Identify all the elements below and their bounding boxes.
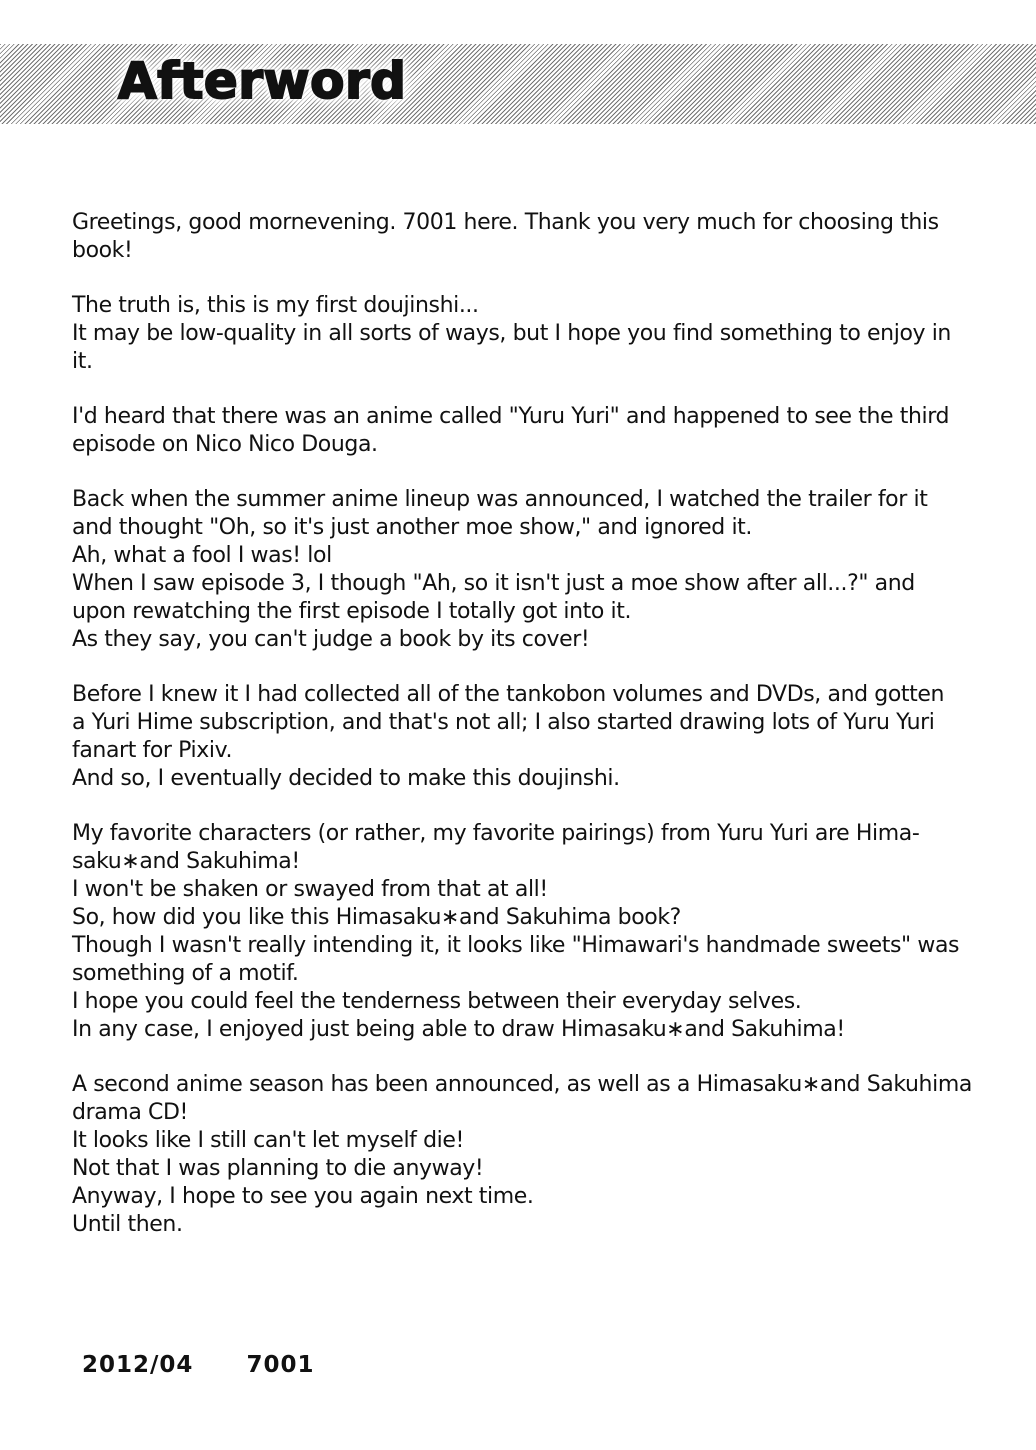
text-line: fanart for Pixiv. (72, 738, 233, 763)
paragraph-first-doujinshi (72, 292, 982, 376)
text-line: Not that I was planning to die anyway! (72, 1156, 484, 1181)
text-line: It may be low-quality in all sorts of ways, but I hope you find something to enjoy in (72, 321, 951, 346)
text-line: episode on Nico Nico Douga. (72, 432, 378, 457)
text-line: A second anime season has been announced, as well as a Himasaku∗and Sakuhima (72, 1072, 972, 1097)
paragraph-second-season (72, 1071, 982, 1239)
text-line: When I saw episode 3, I though "Ah, so it isn't just a moe show after all...?" and (72, 571, 915, 596)
text-line: Greetings, good mornevening. 7001 here. Thank you very much for choosing this (72, 210, 939, 235)
text-line: Ah, what a fool I was! lol (72, 543, 332, 568)
text-line: I hope you could feel the tenderness between their everyday selves. (72, 989, 802, 1014)
text-line: upon rewatching the first episode I totally got into it. (72, 599, 632, 624)
paragraph-summer-lineup (72, 486, 982, 654)
text-line: drama CD! (72, 1100, 188, 1125)
text-line: and thought "Oh, so it's just another moe show," and ignored it. (72, 515, 753, 540)
text-line: Back when the summer anime lineup was announced, I watched the trailer for it (72, 487, 928, 512)
text-line: Until then. (72, 1212, 183, 1237)
signature-date: 2012/04 (82, 1352, 194, 1378)
afterword-body (72, 209, 982, 1266)
text-line: The truth is, this is my first doujinshi... (72, 293, 479, 318)
signature-author: 7001 (246, 1352, 315, 1378)
text-line: Though I wasn't really intending it, it looks like "Himawari's handmade sweets" was (72, 933, 960, 958)
text-line: I won't be shaken or swayed from that at all! (72, 877, 548, 902)
text-line: So, how did you like this Himasaku∗and Sakuhima book? (72, 905, 681, 930)
text-line: In any case, I enjoyed just being able to draw Himasaku∗and Sakuhima! (72, 1017, 845, 1042)
paragraph-greeting (72, 209, 982, 265)
text-line: book! (72, 238, 133, 263)
text-line: it. (72, 349, 93, 374)
text-line: Before I knew it I had collected all of the tankobon volumes and DVDs, and gotten (72, 682, 945, 707)
paragraph-collecting (72, 681, 982, 793)
paragraph-favorite-pairings (72, 820, 982, 1044)
text-line: It looks like I still can't let myself die! (72, 1128, 464, 1153)
text-line: I'd heard that there was an anime called "Yuru Yuri" and happened to see the third (72, 404, 950, 429)
text-line: something of a motif. (72, 961, 299, 986)
signature (82, 1350, 314, 1380)
text-line: My favorite characters (or rather, my favorite pairings) from Yuru Yuri are Hima- (72, 821, 920, 846)
page-title: Afterword (118, 52, 407, 110)
text-line: And so, I eventually decided to make this doujinshi. (72, 766, 620, 791)
paragraph-anime-discovery (72, 403, 982, 459)
text-line: a Yuri Hime subscription, and that's not all; I also started drawing lots of Yuru Yuri (72, 710, 935, 735)
text-line: As they say, you can't judge a book by its cover! (72, 627, 590, 652)
text-line: saku∗and Sakuhima! (72, 849, 300, 874)
text-line: Anyway, I hope to see you again next time. (72, 1184, 534, 1209)
